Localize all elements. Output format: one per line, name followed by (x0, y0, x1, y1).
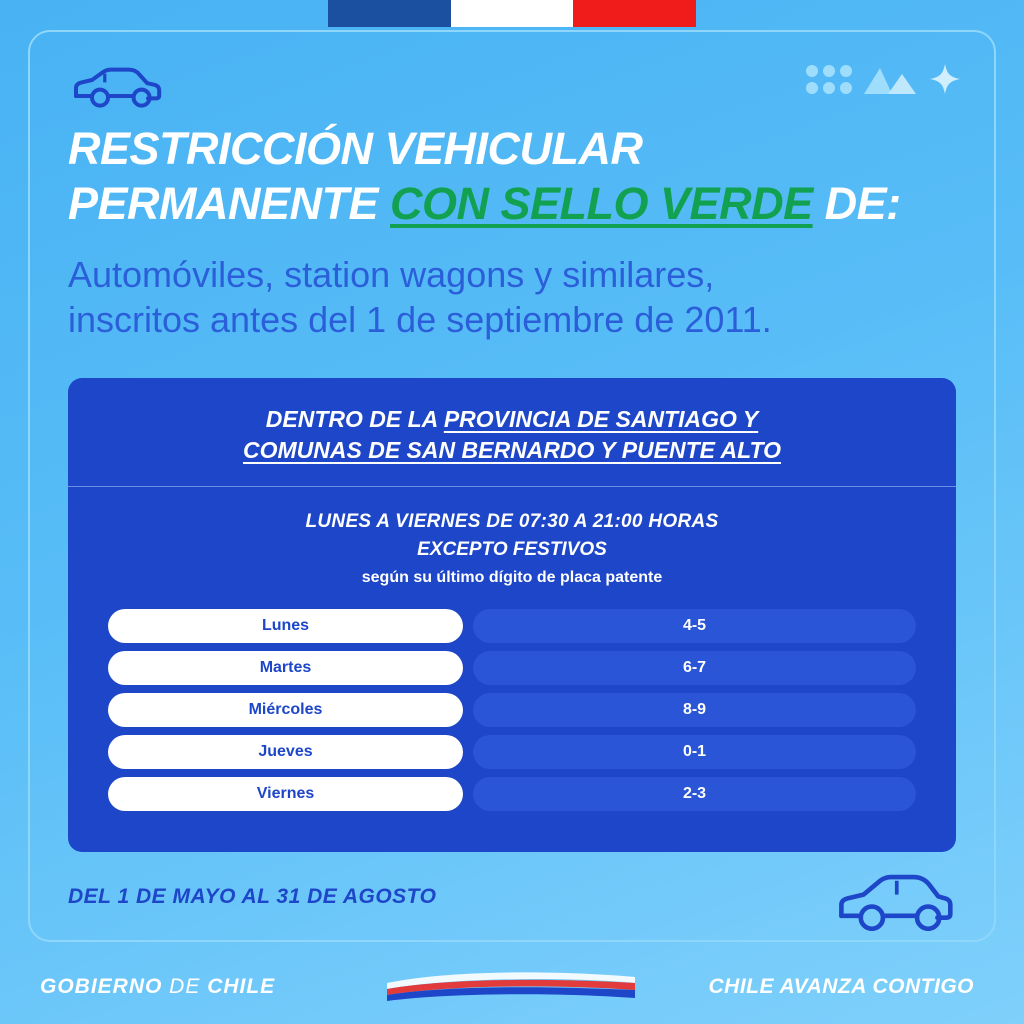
slogan-text: CHILE AVANZA CONTIGO (708, 975, 974, 998)
restriction-panel (68, 378, 956, 852)
title-highlight: CON SELLO VERDE (390, 177, 813, 229)
day-label: Miércoles (108, 693, 463, 727)
panel-body (68, 487, 956, 811)
sparkle-icon (928, 62, 962, 96)
flag-white (451, 0, 574, 27)
page-title (68, 122, 948, 232)
gobierno-de-chile-logo (40, 975, 275, 999)
digit-value: 8-9 (473, 693, 916, 727)
gobierno-bold: GOBIERNO (40, 975, 163, 998)
scope-heading (68, 378, 956, 486)
day-label: Jueves (108, 735, 463, 769)
period-text: DEL 1 DE MAYO AL 31 DE AGOSTO (68, 885, 437, 908)
table-row (108, 609, 916, 643)
bottom-bar (0, 950, 1024, 1024)
scope-line-1: PROVINCIA DE SANTIAGO Y (443, 406, 759, 432)
day-label: Lunes (108, 609, 463, 643)
table-row (108, 735, 916, 769)
day-label: Viernes (108, 777, 463, 811)
mountain-icon (862, 62, 918, 96)
digit-value: 2-3 (473, 777, 916, 811)
schedule-text: LUNES A VIERNES DE 07:30 A 21:00 HORAS (305, 511, 719, 533)
digit-value: 4-5 (473, 609, 916, 643)
flag-strip (328, 0, 696, 27)
gobierno-de: DE (162, 975, 208, 998)
digit-value: 0-1 (473, 735, 916, 769)
gobierno-chile: CHILE (207, 975, 276, 998)
scope-prefix: DENTRO DE LA (265, 406, 444, 432)
table-row (108, 693, 916, 727)
table-row (108, 651, 916, 685)
title-line-2-prefix: PERMANENTE (68, 177, 391, 229)
schedule-note: según su último dígito de placa patente (361, 569, 663, 587)
title-line-2-suffix: DE: (812, 177, 901, 229)
decoration-icons (806, 62, 962, 96)
table-row (108, 777, 916, 811)
page-subtitle (68, 252, 968, 342)
subtitle-line-1: Automóviles, station wagons y similares, (68, 254, 715, 295)
dots-icon (806, 65, 852, 94)
digit-value: 6-7 (473, 651, 916, 685)
flag-swoosh-icon (387, 971, 637, 1003)
title-line-1: RESTRICCIÓN VEHICULAR (68, 123, 643, 174)
flag-blue (328, 0, 451, 27)
schedule-exception: EXCEPTO FESTIVOS (417, 539, 607, 561)
day-label: Martes (108, 651, 463, 685)
subtitle-line-2: inscritos antes del 1 de septiembre de 2011. (68, 299, 772, 340)
car-icon (68, 62, 164, 114)
scope-line-2: COMUNAS DE SAN BERNARDO Y PUENTE ALTO (243, 437, 781, 464)
flag-red (573, 0, 696, 27)
day-digit-table (108, 609, 916, 811)
car-icon (834, 862, 954, 942)
